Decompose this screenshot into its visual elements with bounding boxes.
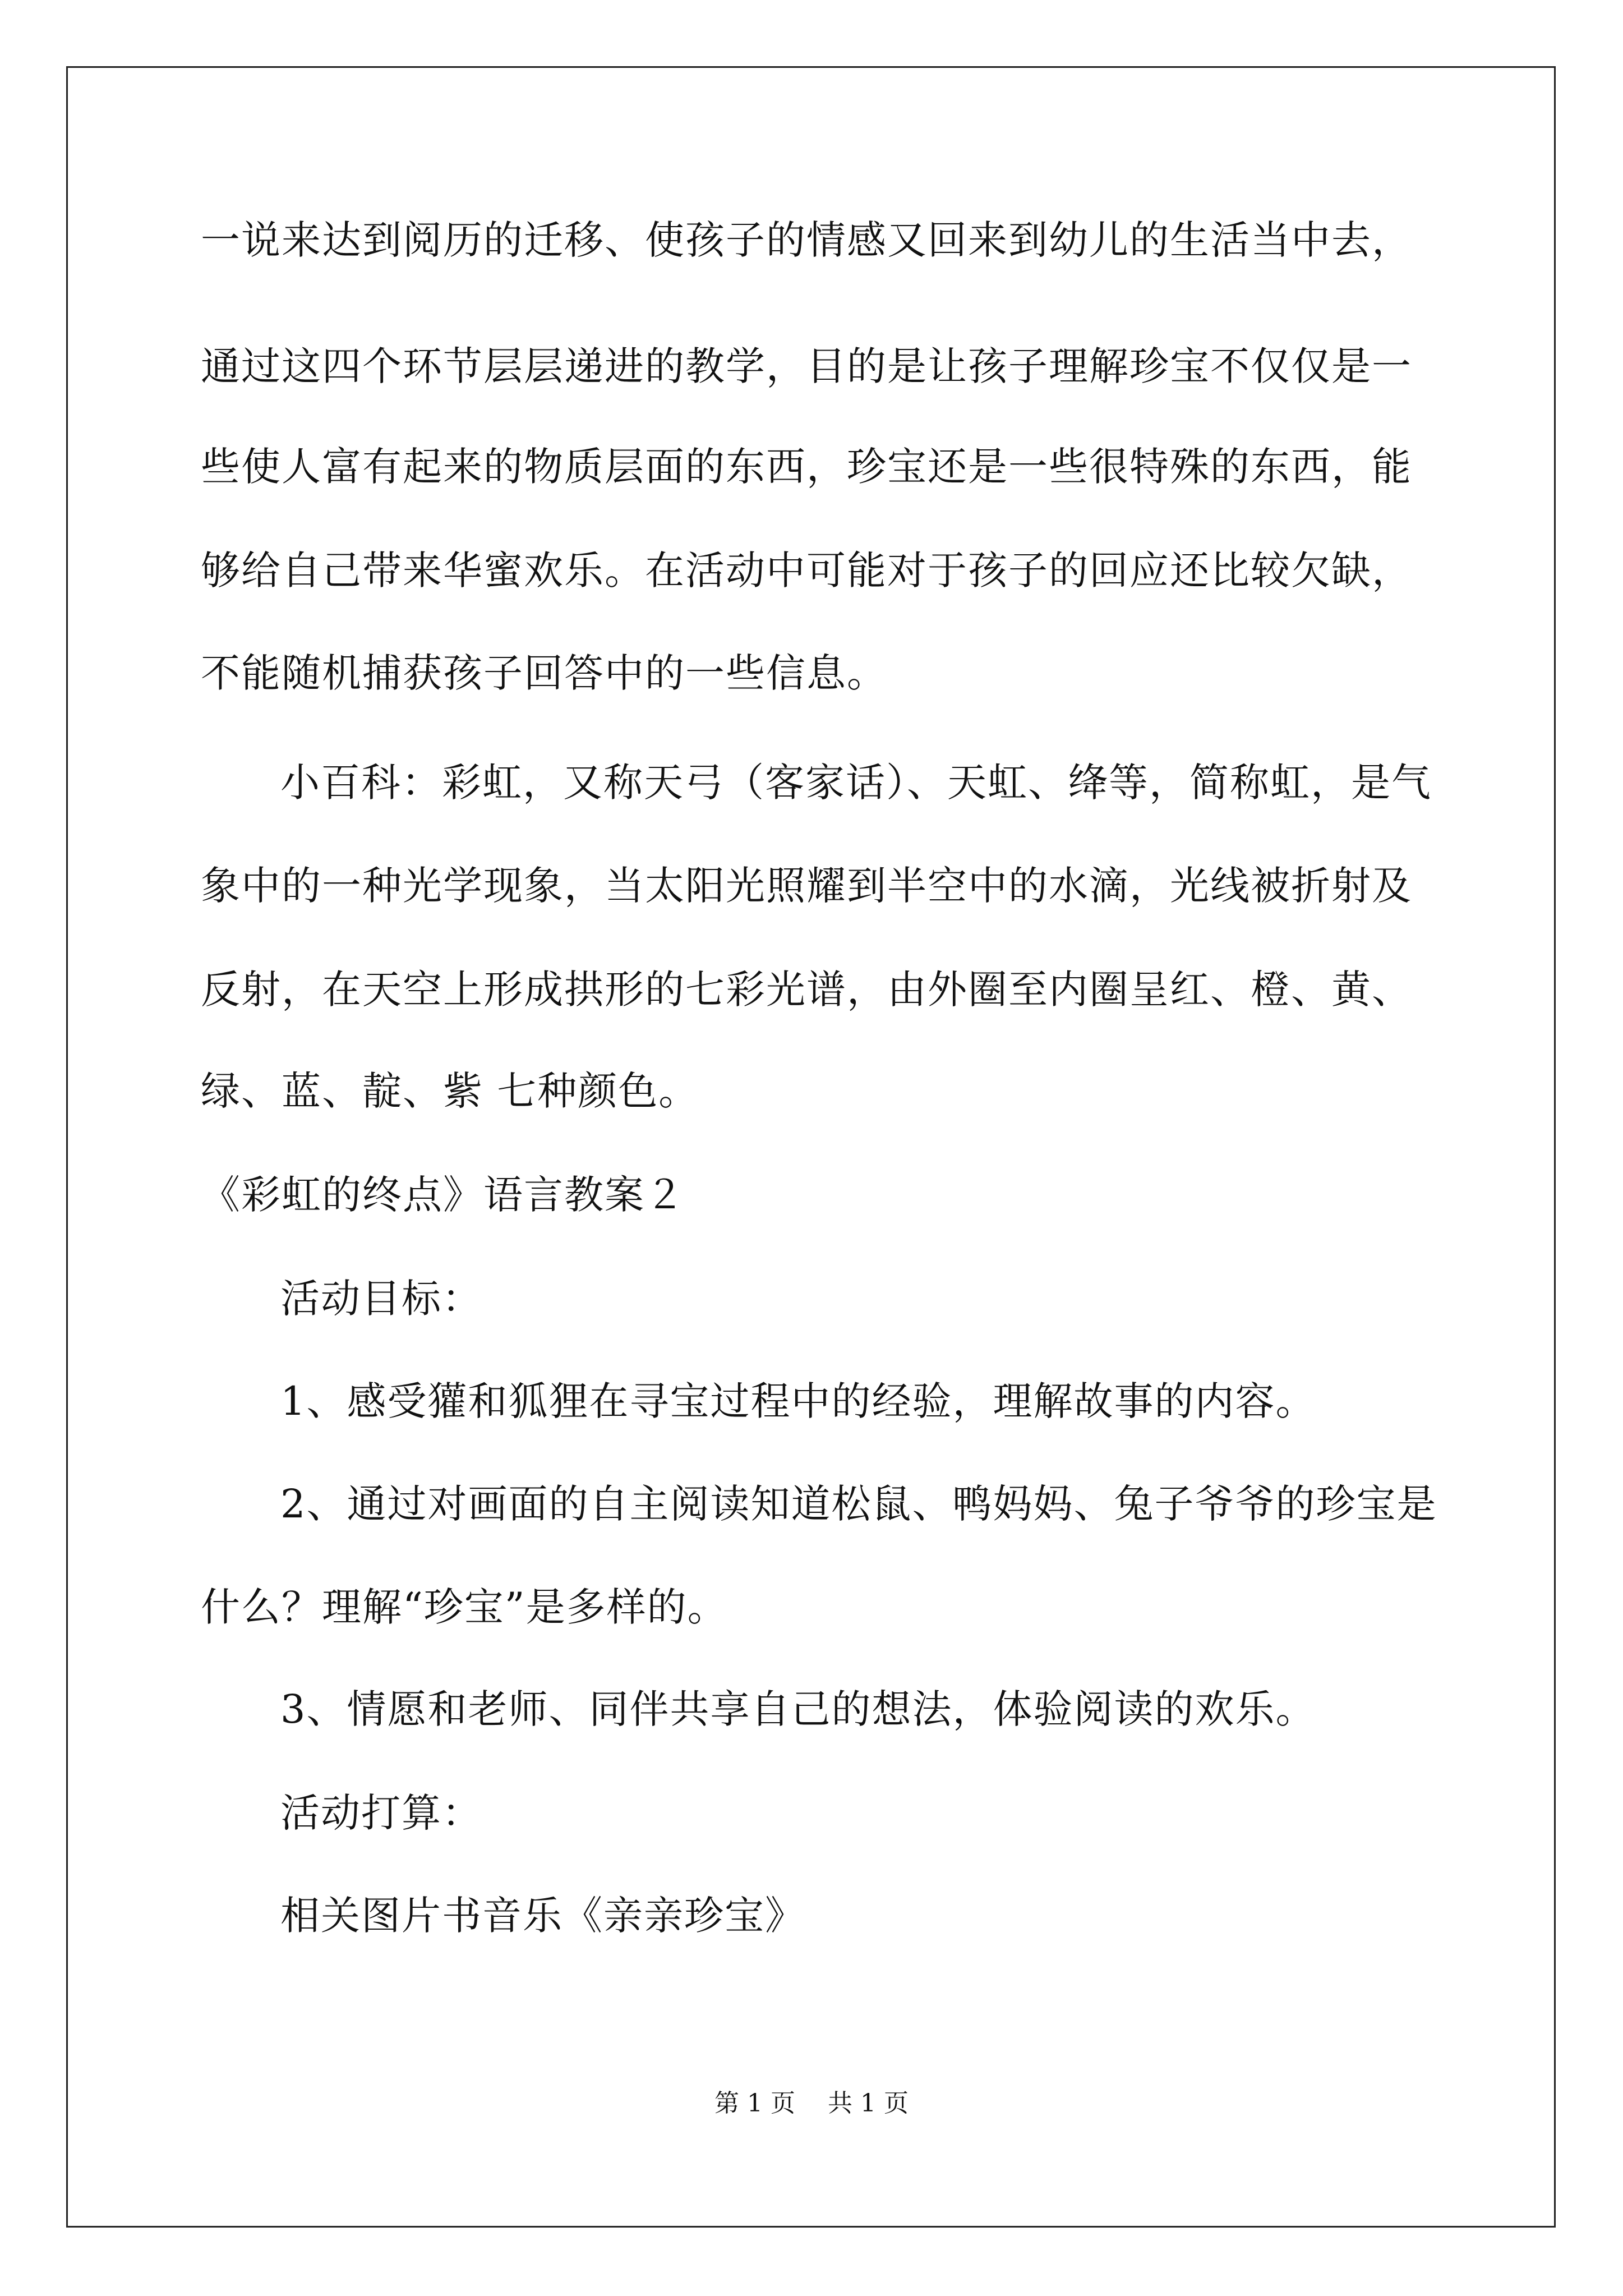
paragraph-line: 不能随机捕获孩子回答中的一些信息。 [201, 650, 887, 696]
encyclopedia-line: 象中的一种光学现象，当太阳光照耀到半空中的水滴，光线被折射及 [201, 863, 1412, 909]
goal-item-continued: 什么？理解“珍宝”是多样的。 [201, 1584, 728, 1630]
paragraph-line: 够给自己带来华蜜欢乐。在活动中可能对于孩子的回应还比较欠缺， [201, 547, 1412, 593]
page-footer: 第 1 页 共 1 页 [714, 2089, 909, 2118]
goals-heading: 活动目标： [280, 1276, 482, 1322]
prep-item: 相关图片书音乐《亲亲珍宝》 [280, 1893, 805, 1939]
goal-item: 1、感受獾和狐狸在寻宝过程中的经验，理解故事的内容。 [280, 1378, 1316, 1424]
encyclopedia-line: 反射，在天空上形成拱形的七彩光谱，由外圈至内圈呈红、橙、黄、 [201, 967, 1412, 1013]
encyclopedia-line: 绿、蓝、靛、紫 七种颜色。 [201, 1068, 699, 1114]
section-title: 《彩虹的终点》语言教案２ [201, 1172, 685, 1218]
paragraph-line: 通过这四个环节层层递进的教学，目的是让孩子理解珍宝不仅仅是一 [201, 343, 1412, 389]
goal-item: 2、通过对画面的自主阅读知道松鼠、鸭妈妈、兔子爷爷的珍宝是 [280, 1481, 1437, 1527]
encyclopedia-line: 小百科：彩虹，又称天弓（客家话）、天虹、绛等，简称虹，是气 [280, 760, 1432, 806]
paragraph-line: 一说来达到阅历的迁移、使孩子的情感又回来到幼儿的生活当中去， [201, 217, 1412, 263]
goal-item: 3、情愿和老师、同伴共享自己的想法，体验阅读的欢乐。 [280, 1686, 1316, 1732]
paragraph-line: 些使人富有起来的物质层面的东西，珍宝还是一些很特殊的东西，能 [201, 444, 1412, 490]
prep-heading: 活动打算： [280, 1790, 482, 1836]
